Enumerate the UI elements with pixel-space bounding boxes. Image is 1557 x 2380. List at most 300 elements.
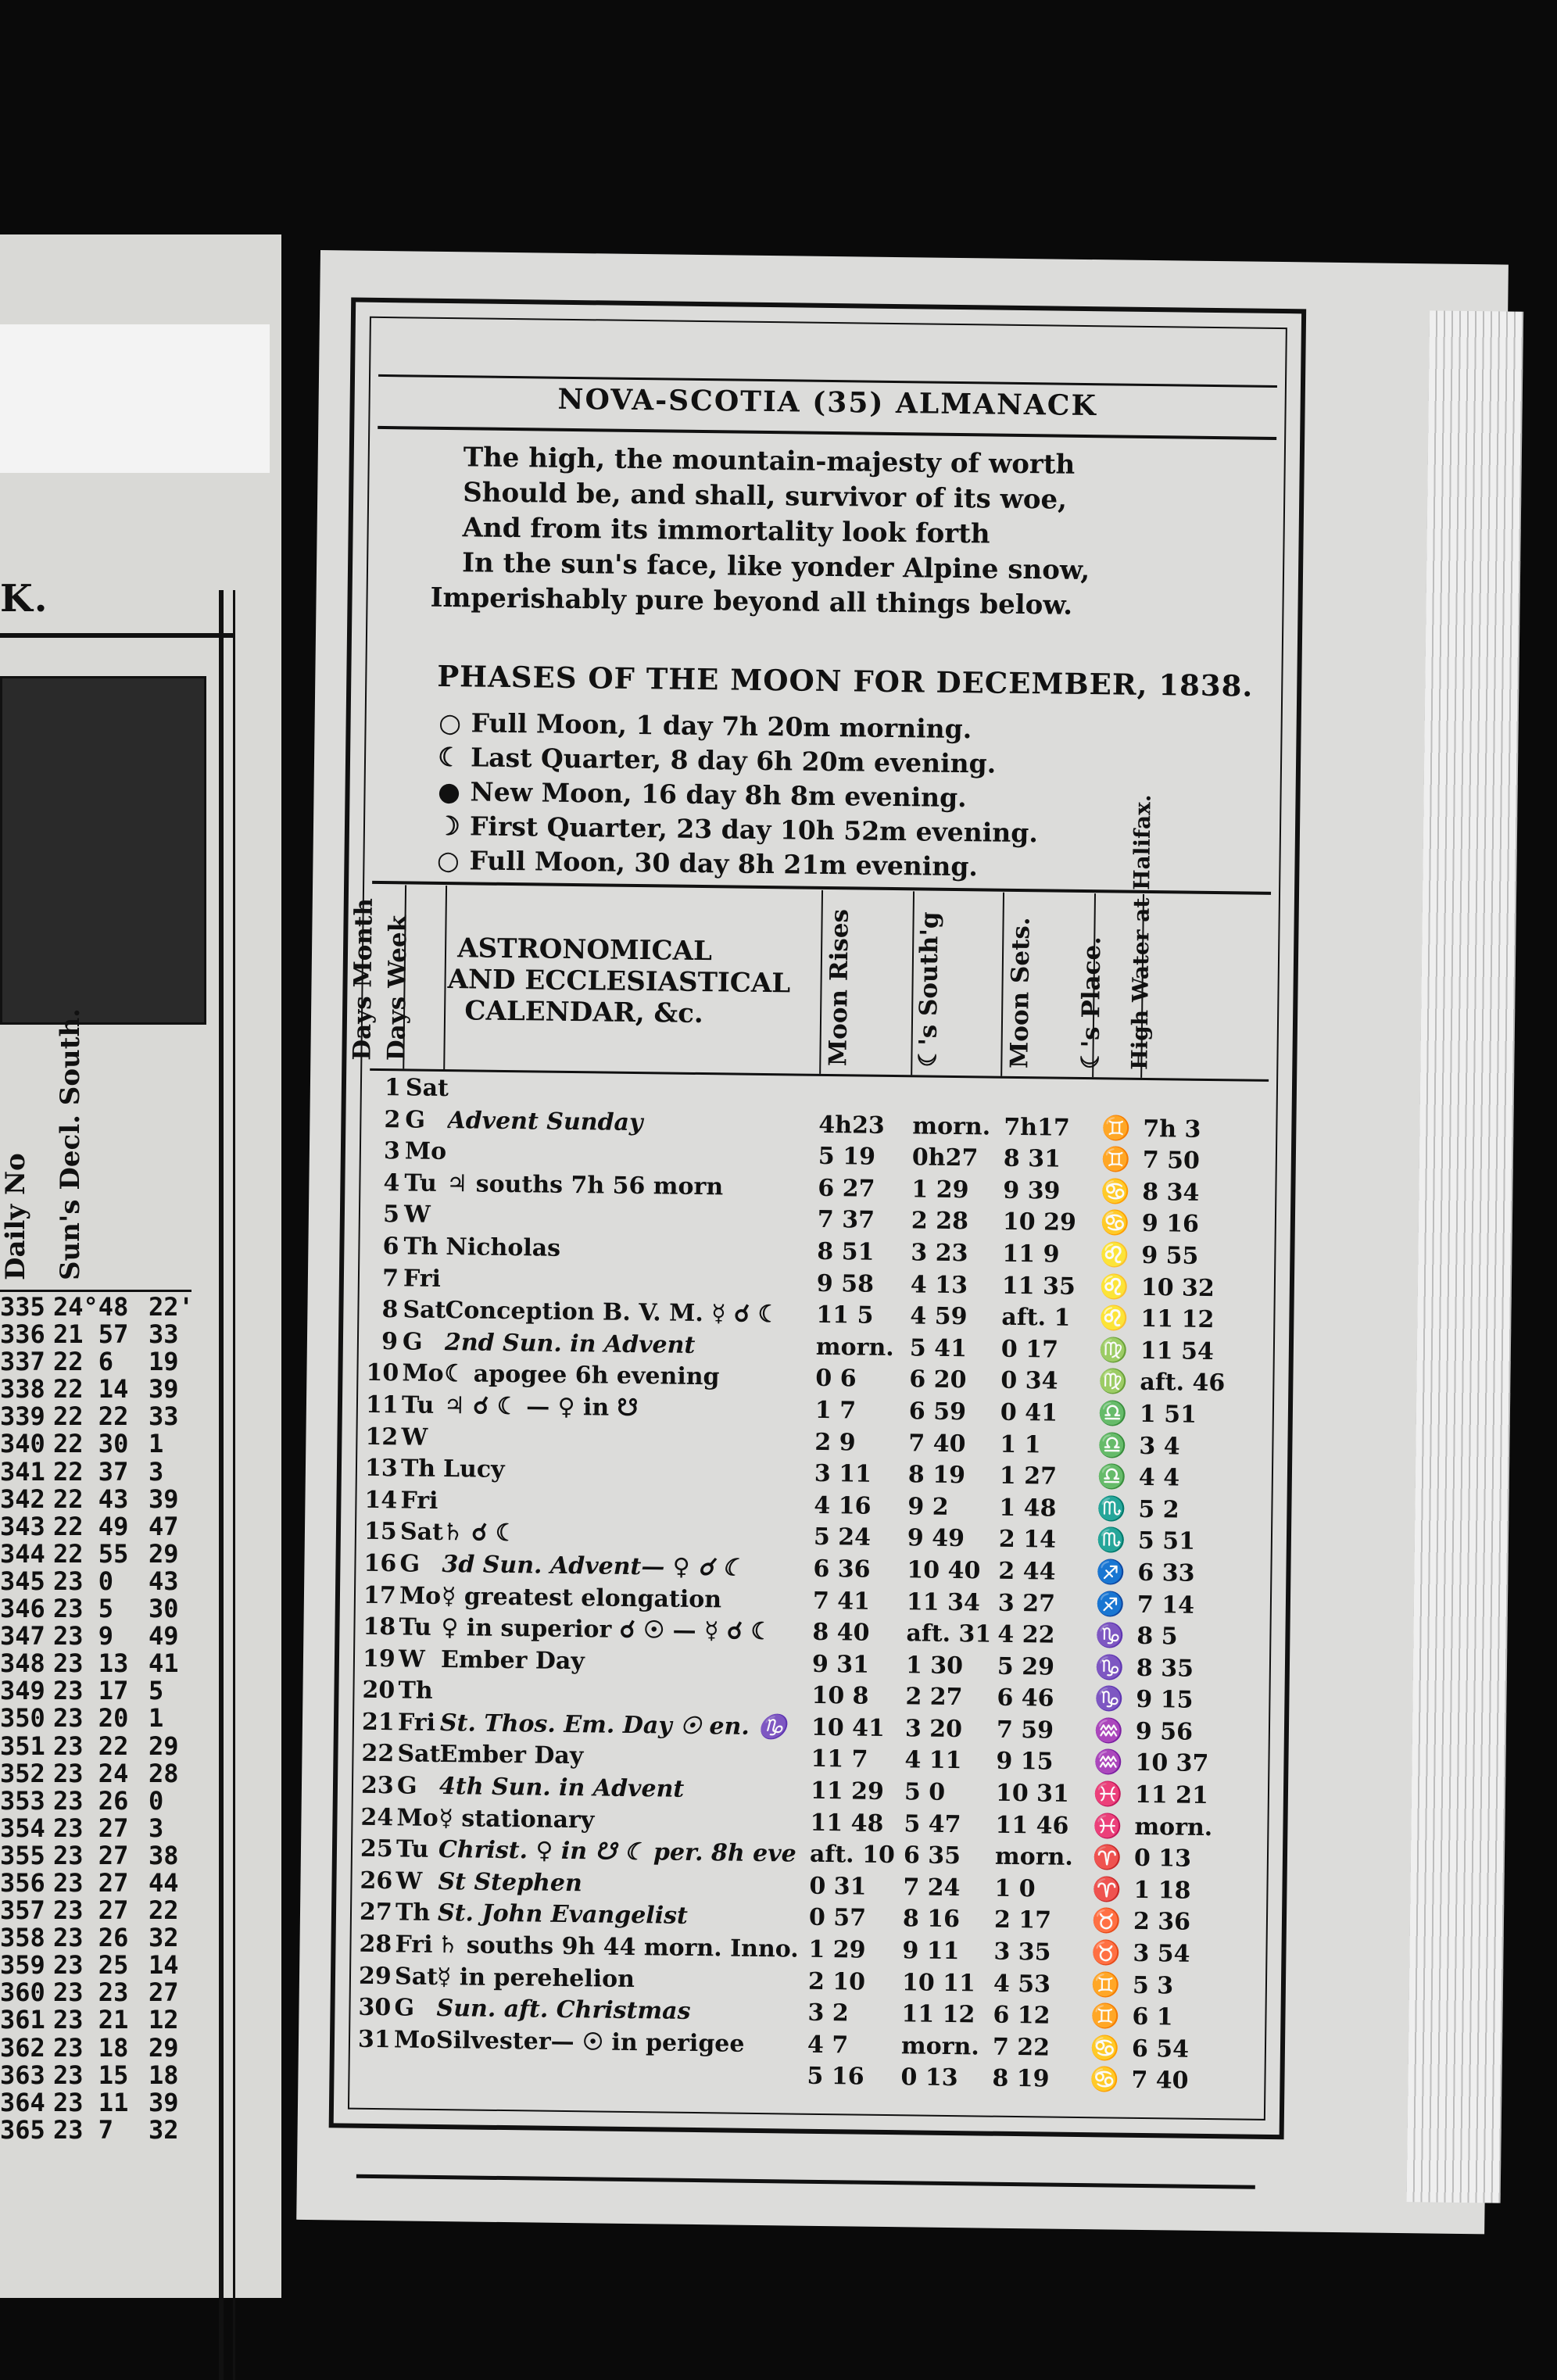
left-table-cell: 23 26 bbox=[53, 1788, 128, 1815]
left-table-cell: 44 bbox=[149, 1870, 179, 1897]
day-of-week: W bbox=[399, 1644, 436, 1676]
moon-souths: 9 11 bbox=[902, 1935, 988, 1967]
moon-place-sign: ♒ bbox=[1086, 1748, 1129, 1780]
event-text: Advent Sunday bbox=[447, 1105, 814, 1141]
high-water: 5 2 bbox=[1138, 1494, 1232, 1526]
left-table-cell: 355 bbox=[0, 1842, 45, 1870]
moon-souths: 3 23 bbox=[911, 1237, 997, 1269]
moon-place-sign: ♌ bbox=[1093, 1240, 1136, 1272]
page-frame bbox=[329, 297, 1307, 2139]
left-table-row bbox=[0, 2035, 191, 2062]
left-table-row bbox=[0, 1979, 191, 2006]
moon-sets: 4 22 bbox=[997, 1619, 1083, 1652]
day-of-month: 31 bbox=[358, 2024, 389, 2056]
moon-souths: 2 28 bbox=[911, 1206, 997, 1238]
calendar-heading-line: ASTRONOMICAL bbox=[448, 932, 721, 967]
moon-place-sign: ♓ bbox=[1086, 1811, 1129, 1843]
day-of-month: 21 bbox=[362, 1707, 393, 1738]
moon-sets: 3 35 bbox=[993, 1937, 1079, 1969]
left-table-row bbox=[0, 1870, 191, 1897]
moon-souths: 10 40 bbox=[907, 1555, 993, 1587]
moon-place-sign: ♊ bbox=[1083, 2001, 1126, 2033]
day-of-month: 7 bbox=[367, 1262, 399, 1294]
moon-souths: morn. bbox=[912, 1111, 998, 1143]
moon-sets: 1 27 bbox=[1000, 1461, 1086, 1493]
day-of-week: G bbox=[399, 1548, 437, 1580]
moon-rises: 1 29 bbox=[808, 1934, 898, 1967]
left-table-cell: 22 49 bbox=[53, 1513, 128, 1541]
day-of-week: Tu bbox=[404, 1168, 442, 1200]
event-text: Lucy bbox=[443, 1454, 811, 1490]
phase-text: New Moon, 16 day 8h 8m evening. bbox=[470, 776, 967, 813]
moon-souths: 9 49 bbox=[907, 1523, 993, 1555]
moon-rises: 5 19 bbox=[818, 1141, 908, 1173]
moon-sets: 2 44 bbox=[998, 1556, 1084, 1588]
left-table-cell: 359 bbox=[0, 1952, 45, 1979]
left-table-cell: 23 7 bbox=[53, 2117, 113, 2144]
moon-sets: aft. 1 bbox=[1001, 1302, 1087, 1334]
left-table-cell: 3 bbox=[149, 1815, 163, 1842]
poem-line: And from its immortality look forth bbox=[415, 510, 1275, 556]
event-text: ♄ ☌ ☾ bbox=[442, 1517, 810, 1553]
moon-souths: 8 19 bbox=[908, 1459, 994, 1491]
left-page-illustration bbox=[0, 676, 206, 1025]
high-water: 3 54 bbox=[1133, 1938, 1226, 1970]
left-table-cell: 39 bbox=[149, 1376, 179, 1403]
left-header-rule bbox=[0, 633, 234, 638]
left-table-cell: 21 57 bbox=[53, 1321, 128, 1348]
moon-rises: 5 16 bbox=[807, 2061, 897, 2093]
left-table-row bbox=[0, 1623, 191, 1650]
high-water: 3 4 bbox=[1139, 1430, 1233, 1462]
moon-souths: 4 11 bbox=[904, 1745, 990, 1777]
moon-souths-header: ☾'s South'g bbox=[914, 911, 943, 1068]
left-table-row bbox=[0, 1815, 191, 1842]
left-table-cell: 47 bbox=[149, 1513, 179, 1541]
left-table-cell: 0 bbox=[149, 1788, 163, 1815]
day-of-month: 18 bbox=[363, 1612, 394, 1643]
high-water: 5 3 bbox=[1133, 1970, 1226, 2002]
day-of-month: 30 bbox=[358, 1992, 389, 2024]
event-text: 3d Sun. Advent— ♀ ☌ ☾ bbox=[442, 1549, 809, 1585]
left-table-cell: 27 bbox=[149, 1979, 179, 2006]
moon-place-sign: ♒ bbox=[1087, 1716, 1130, 1748]
left-page-rows bbox=[0, 1294, 191, 2144]
day-of-week: Sat bbox=[406, 1072, 443, 1104]
moon-rises: aft. 10 bbox=[810, 1839, 900, 1871]
event-text: 4th Sun. in Advent bbox=[439, 1771, 807, 1807]
moon-sets: 10 29 bbox=[1003, 1207, 1089, 1239]
left-table-cell: 360 bbox=[0, 1979, 45, 2006]
high-water: 6 54 bbox=[1132, 2034, 1226, 2066]
high-water: 10 32 bbox=[1141, 1272, 1235, 1304]
left-table-cell: 23 9 bbox=[53, 1623, 113, 1650]
moon-place-sign: ♎ bbox=[1090, 1430, 1133, 1462]
high-water: 2 36 bbox=[1133, 1906, 1227, 1938]
day-of-month: 20 bbox=[362, 1675, 393, 1706]
moon-phases-list bbox=[435, 706, 1040, 885]
high-water: 10 37 bbox=[1135, 1748, 1229, 1780]
day-of-month: 5 bbox=[368, 1199, 399, 1230]
almanac-page bbox=[296, 250, 1509, 2234]
left-table-cell: 358 bbox=[0, 1924, 45, 1952]
left-table-cell: 23 15 bbox=[53, 2062, 128, 2089]
left-table-cell: 23 13 bbox=[53, 1650, 128, 1677]
moon-sets: 8 19 bbox=[992, 2063, 1078, 2095]
left-table-cell: 39 bbox=[149, 2089, 179, 2117]
high-water: 7 14 bbox=[1137, 1589, 1231, 1621]
left-table-cell: 349 bbox=[0, 1677, 45, 1705]
left-table-cell: 365 bbox=[0, 2117, 45, 2144]
event-text: ☿ in perehelion bbox=[437, 1962, 804, 1998]
left-table-cell: 32 bbox=[149, 1924, 179, 1952]
left-column-headers bbox=[0, 1118, 191, 1292]
day-of-month: 16 bbox=[363, 1548, 395, 1580]
moon-souths: 2 27 bbox=[905, 1682, 991, 1714]
left-table-cell: 23 25 bbox=[53, 1952, 128, 1979]
moon-souths: 7 24 bbox=[903, 1872, 989, 1904]
moon-souths: 1 30 bbox=[906, 1650, 992, 1682]
moon-place-sign: ♑ bbox=[1088, 1652, 1131, 1684]
moon-rises-header: Moon Rises bbox=[824, 909, 854, 1067]
left-table-cell: 351 bbox=[0, 1733, 45, 1760]
moon-sets: 5 29 bbox=[997, 1651, 1083, 1683]
left-table-cell: 23 20 bbox=[53, 1705, 128, 1732]
day-of-month: 14 bbox=[364, 1485, 396, 1516]
moon-place-sign: ♐ bbox=[1089, 1557, 1132, 1589]
high-water: 9 55 bbox=[1141, 1240, 1235, 1272]
first-quarter-icon: ☽ bbox=[435, 809, 463, 843]
high-water: 7 50 bbox=[1143, 1145, 1237, 1177]
high-water: 8 5 bbox=[1136, 1621, 1230, 1653]
moon-sets: 0 34 bbox=[1000, 1365, 1086, 1398]
moon-souths: 4 59 bbox=[910, 1301, 996, 1333]
left-table-cell: 353 bbox=[0, 1788, 45, 1815]
day-of-week: Th bbox=[398, 1676, 435, 1708]
day-of-week: Mo bbox=[405, 1136, 442, 1169]
moon-souths: 11 12 bbox=[901, 1999, 987, 2031]
left-table-cell: 1 bbox=[149, 1430, 163, 1458]
col-days-week bbox=[404, 885, 447, 1069]
left-table-cell: 23 18 bbox=[53, 2035, 128, 2062]
moon-rises: 8 51 bbox=[817, 1237, 907, 1269]
left-table-cell: 22 bbox=[149, 1897, 179, 1924]
moon-rises: 0 57 bbox=[809, 1902, 899, 1934]
left-table-row bbox=[0, 1595, 191, 1623]
left-table-cell: 28 bbox=[149, 1760, 179, 1788]
left-table-cell: 345 bbox=[0, 1568, 45, 1595]
left-table-cell: 23 27 bbox=[53, 1897, 128, 1924]
high-water: 7 40 bbox=[1131, 2065, 1225, 2097]
left-table-cell: 356 bbox=[0, 1870, 45, 1897]
event-text: ☾ apogee 6h evening bbox=[444, 1358, 811, 1394]
previous-page bbox=[0, 234, 281, 2298]
day-of-month: 3 bbox=[369, 1136, 400, 1167]
left-table-cell: 41 bbox=[149, 1650, 179, 1677]
left-table-cell: 22 6 bbox=[53, 1348, 113, 1376]
left-table-cell: 350 bbox=[0, 1705, 45, 1732]
left-table-row bbox=[0, 1650, 191, 1677]
left-table-cell: 49 bbox=[149, 1623, 179, 1650]
left-table-row bbox=[0, 2006, 191, 2034]
event-text: ♃ souths 7h 56 morn bbox=[446, 1169, 814, 1204]
moon-sets: 6 46 bbox=[997, 1683, 1083, 1715]
left-table-cell: 364 bbox=[0, 2089, 45, 2117]
left-table-row bbox=[0, 1788, 191, 1815]
left-table-cell: 363 bbox=[0, 2062, 45, 2089]
moon-souths: 4 13 bbox=[911, 1269, 997, 1301]
event-text: St Stephen bbox=[438, 1866, 805, 1902]
left-table-row bbox=[0, 1376, 191, 1403]
day-of-month: 8 bbox=[367, 1294, 398, 1326]
day-of-month: 1 bbox=[370, 1072, 401, 1104]
moon-rises: 7 41 bbox=[813, 1585, 903, 1617]
moon-rises: 6 36 bbox=[813, 1554, 903, 1586]
left-table-cell: 19 bbox=[149, 1348, 179, 1376]
event-text: Ember Day bbox=[439, 1739, 807, 1775]
moon-place-sign: ♎ bbox=[1091, 1398, 1134, 1430]
left-table-cell: 23 27 bbox=[53, 1842, 128, 1870]
high-water: 8 35 bbox=[1136, 1653, 1230, 1685]
day-of-month: 29 bbox=[359, 1960, 390, 1992]
moon-rises: 11 29 bbox=[811, 1776, 900, 1808]
left-table-cell: 23 26 bbox=[53, 1924, 128, 1952]
moon-souths: 0 13 bbox=[900, 2063, 986, 2095]
left-table-row bbox=[0, 1458, 191, 1486]
moon-place-sign bbox=[1095, 1081, 1138, 1082]
left-table-cell: 337 bbox=[0, 1348, 45, 1376]
left-table-cell: 344 bbox=[0, 1541, 45, 1568]
calendar-header bbox=[370, 885, 1271, 1082]
left-table-cell: 29 bbox=[149, 1541, 179, 1568]
high-water: morn. bbox=[1134, 1812, 1228, 1844]
left-table-cell: 38 bbox=[149, 1842, 179, 1870]
moon-rises: 5 24 bbox=[814, 1522, 904, 1554]
moon-souths: morn. bbox=[901, 2031, 987, 2063]
moon-sets: 1 0 bbox=[994, 1874, 1080, 1906]
left-table-row bbox=[0, 1486, 191, 1513]
event-text: ☿ stationary bbox=[438, 1803, 806, 1839]
moon-souths: 11 34 bbox=[907, 1587, 993, 1619]
full-moon-icon: ○ bbox=[435, 843, 462, 878]
moon-place-sign: ♊ bbox=[1084, 1970, 1127, 2002]
left-table-cell: 22 37 bbox=[53, 1458, 128, 1486]
moon-sets: 7 22 bbox=[993, 2031, 1079, 2063]
day-of-month: 17 bbox=[363, 1580, 395, 1611]
moon-sets: 11 35 bbox=[1002, 1270, 1088, 1302]
calendar-heading bbox=[447, 932, 721, 1029]
moon-sets: 0 17 bbox=[1001, 1333, 1087, 1365]
moon-sets: 11 9 bbox=[1002, 1239, 1088, 1271]
day-of-month: 24 bbox=[360, 1802, 392, 1833]
moon-place-sign: ♋ bbox=[1083, 2064, 1126, 2096]
left-table-cell: 342 bbox=[0, 1486, 45, 1513]
day-of-week: Tu bbox=[396, 1834, 434, 1866]
left-table-row bbox=[0, 1541, 191, 1568]
moon-sets: 11 46 bbox=[995, 1809, 1081, 1841]
left-table-row bbox=[0, 1321, 191, 1348]
moon-souths: 9 2 bbox=[907, 1491, 993, 1523]
moon-souths: 6 59 bbox=[909, 1396, 995, 1428]
moon-sets bbox=[1004, 1080, 1090, 1081]
left-table-row bbox=[0, 1568, 191, 1595]
moon-place-sign: ♊ bbox=[1094, 1113, 1137, 1145]
event-text: Christ. ♀ in ☋ ☾ per. 8h eve bbox=[438, 1834, 806, 1870]
moon-sets: 2 14 bbox=[999, 1524, 1085, 1556]
left-table-cell: 335 bbox=[0, 1294, 45, 1321]
moon-souths: aft. 31 bbox=[906, 1618, 992, 1650]
days-week-header: Days Week bbox=[382, 915, 412, 1061]
high-water: 1 18 bbox=[1133, 1875, 1227, 1907]
high-water: aft. 46 bbox=[1140, 1367, 1233, 1399]
day-of-week: Mo bbox=[399, 1580, 437, 1612]
moon-souths: 8 16 bbox=[903, 1904, 989, 1936]
calendar-heading-line: AND ECCLESIASTICAL bbox=[447, 964, 721, 998]
left-table-cell: 18 bbox=[149, 2062, 179, 2089]
left-table-cell: 23 27 bbox=[53, 1815, 128, 1842]
phase-text: First Quarter, 23 day 10h 52m evening. bbox=[470, 811, 1038, 848]
moon-sets: 9 39 bbox=[1003, 1176, 1089, 1208]
left-table-row bbox=[0, 2089, 191, 2117]
left-table-row bbox=[0, 1760, 191, 1788]
left-table-cell: 347 bbox=[0, 1623, 45, 1650]
left-table-cell: 22 55 bbox=[53, 1541, 128, 1568]
moon-rises: 7 37 bbox=[818, 1204, 907, 1237]
day-of-month: 27 bbox=[360, 1897, 391, 1928]
moon-rises: 8 40 bbox=[812, 1617, 902, 1649]
left-table-cell: 32 bbox=[149, 2117, 179, 2144]
left-table-row bbox=[0, 2117, 191, 2144]
day-of-week: Fri bbox=[403, 1263, 441, 1295]
day-of-month: 13 bbox=[365, 1453, 396, 1484]
day-of-week: G bbox=[405, 1104, 442, 1136]
moon-souths: 5 0 bbox=[904, 1777, 990, 1809]
left-table-row bbox=[0, 2062, 191, 2089]
left-table-cell: 43 bbox=[149, 1568, 179, 1595]
day-of-month: 22 bbox=[361, 1738, 392, 1770]
left-table-row bbox=[0, 1705, 191, 1732]
event-text: Sun. aft. Christmas bbox=[436, 1993, 804, 2029]
moon-souths: 5 41 bbox=[910, 1333, 996, 1365]
high-water: 6 1 bbox=[1132, 2002, 1226, 2034]
moon-place-sign: ♏ bbox=[1090, 1494, 1133, 1526]
poem-line: Imperishably pure beyond all things below. bbox=[414, 581, 1274, 626]
moon-rises: 11 7 bbox=[811, 1744, 900, 1776]
left-table-row bbox=[0, 1733, 191, 1760]
high-water: 11 12 bbox=[1140, 1304, 1234, 1336]
poem-line: Should be, and shall, survivor of its woe, bbox=[416, 475, 1276, 521]
left-table-cell: 341 bbox=[0, 1458, 45, 1486]
left-table-cell: 23 22 bbox=[53, 1733, 128, 1760]
day-of-week: Tu bbox=[402, 1390, 439, 1422]
day-of-week: Fri bbox=[400, 1485, 438, 1517]
event-text: Ember Day bbox=[441, 1645, 808, 1680]
day-of-week: Sat bbox=[395, 1961, 432, 1993]
day-of-week: W bbox=[396, 1866, 433, 1898]
high-water: 11 21 bbox=[1135, 1780, 1229, 1812]
moon-place-sign: ♈ bbox=[1085, 1874, 1128, 1906]
high-water-header: High Water at Halifax. bbox=[1126, 773, 1157, 1070]
moon-souths: 1 29 bbox=[911, 1174, 997, 1206]
moon-souths: 6 20 bbox=[909, 1365, 995, 1397]
left-page-header: K. bbox=[0, 577, 234, 621]
moon-rises: 9 58 bbox=[817, 1268, 907, 1300]
moon-rises: 4 7 bbox=[807, 2030, 897, 2062]
day-of-month: 12 bbox=[365, 1421, 396, 1452]
left-table-row bbox=[0, 1842, 191, 1870]
moon-place-sign: ♑ bbox=[1088, 1620, 1131, 1652]
moon-sets: 9 15 bbox=[996, 1746, 1082, 1778]
moon-rises: 2 10 bbox=[808, 1966, 898, 1998]
day-of-week: Fri bbox=[398, 1707, 435, 1739]
left-table-cell: 33 bbox=[149, 1321, 179, 1348]
day-of-week: Tu bbox=[399, 1612, 436, 1644]
left-table-row bbox=[0, 1897, 191, 1924]
event-text: ♃ ☌ ☾ — ♀ in ☋ bbox=[444, 1390, 811, 1426]
event-text: 2nd Sun. in Advent bbox=[445, 1327, 812, 1363]
col-high-water bbox=[1142, 894, 1262, 1079]
left-table-cell: 22 30 bbox=[53, 1430, 128, 1458]
day-of-week: G bbox=[397, 1770, 435, 1802]
left-table-cell: 5 bbox=[149, 1677, 163, 1705]
left-table-cell: 24°48 bbox=[53, 1294, 128, 1321]
day-of-week: Fri bbox=[395, 1929, 432, 1961]
day-of-week: Sat bbox=[400, 1517, 438, 1549]
left-table-cell: 23 23 bbox=[53, 1979, 128, 2006]
moon-place-sign: ♋ bbox=[1083, 2033, 1126, 2065]
moon-souths: 7 40 bbox=[908, 1428, 994, 1460]
high-water: 6 33 bbox=[1137, 1558, 1231, 1590]
moon-place-sign: ♐ bbox=[1089, 1589, 1132, 1621]
high-water: 4 4 bbox=[1139, 1462, 1233, 1494]
left-table-cell: 361 bbox=[0, 2006, 45, 2034]
day-of-week: W bbox=[401, 1422, 438, 1454]
poem-line: The high, the mountain-majesty of worth bbox=[416, 440, 1276, 485]
moon-sets: 1 48 bbox=[999, 1492, 1085, 1524]
moon-sets: 3 27 bbox=[998, 1587, 1084, 1619]
page-tab bbox=[0, 324, 270, 473]
left-table-cell: 354 bbox=[0, 1815, 45, 1842]
table-bottom-rule bbox=[356, 2174, 1255, 2189]
day-of-month: 2 bbox=[369, 1104, 400, 1135]
left-table-row bbox=[0, 1294, 191, 1321]
left-table-cell: 343 bbox=[0, 1513, 45, 1541]
moon-place-sign: ♏ bbox=[1090, 1525, 1133, 1557]
left-table-cell: 23 27 bbox=[53, 1870, 128, 1897]
moon-sets: 4 53 bbox=[993, 1968, 1079, 2000]
left-table-cell: 22 14 bbox=[53, 1376, 128, 1403]
moon-place-sign: ♓ bbox=[1086, 1779, 1129, 1811]
left-table-cell: 23 0 bbox=[53, 1568, 113, 1595]
day-of-month: 25 bbox=[360, 1834, 392, 1865]
calendar-rows bbox=[357, 1072, 1269, 2099]
left-table-cell: 339 bbox=[0, 1403, 45, 1430]
high-water: 9 16 bbox=[1142, 1208, 1236, 1240]
high-water: 11 54 bbox=[1140, 1336, 1234, 1368]
day-of-week: Mo bbox=[396, 1802, 434, 1834]
moon-rises: morn. bbox=[816, 1332, 906, 1364]
left-table-cell: 357 bbox=[0, 1897, 45, 1924]
moon-souths: 0h27 bbox=[912, 1143, 998, 1175]
moon-souths: 5 47 bbox=[904, 1809, 990, 1841]
moon-rises: 0 6 bbox=[815, 1363, 905, 1395]
moon-place-header: ☾'s Place. bbox=[1076, 936, 1106, 1070]
left-table-row bbox=[0, 1952, 191, 1979]
moon-rises: 10 41 bbox=[811, 1713, 901, 1745]
moon-rises: 1 7 bbox=[815, 1395, 905, 1427]
left-table-cell: 29 bbox=[149, 1733, 179, 1760]
day-of-month: 10 bbox=[366, 1358, 397, 1389]
